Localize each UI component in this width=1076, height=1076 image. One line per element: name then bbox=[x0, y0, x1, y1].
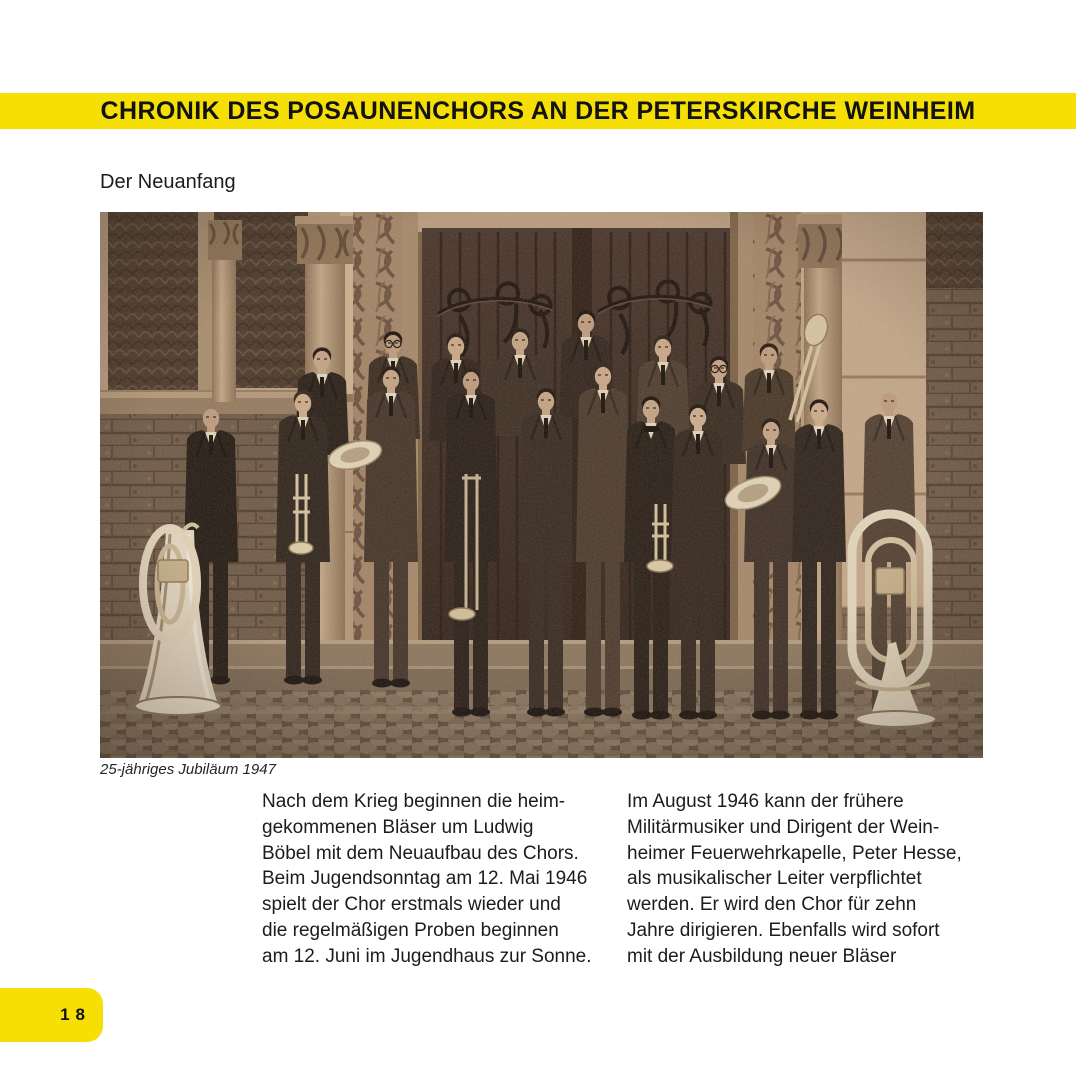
section-heading: Der Neuanfang bbox=[100, 171, 236, 193]
body-text-line: spielt der Chor erstmals wieder und bbox=[262, 894, 561, 916]
body-text-line: am 12. Juni im Jugendhaus zur Sonne. bbox=[262, 945, 592, 967]
body-column-left bbox=[262, 789, 622, 970]
body-text-line: Im August 1946 kann der frühere bbox=[627, 791, 904, 812]
body-column-right bbox=[627, 789, 992, 970]
body-text-line: Böbel mit dem Neuaufbau des Chors. bbox=[262, 842, 579, 864]
body-text-line: Jahre dirigieren. Ebenfalls wird sofort bbox=[627, 919, 940, 941]
group-photo-1947 bbox=[100, 212, 983, 758]
photo-caption: 25-jähriges Jubiläum 1947 bbox=[100, 761, 276, 778]
body-text-line: mit der Ausbildung neuer Bläser bbox=[627, 945, 897, 967]
body-text-line: heimer Feuerwehrkapelle, Peter Hesse, bbox=[627, 842, 962, 864]
body-text-line: Nach dem Krieg beginnen die heim- bbox=[262, 791, 566, 812]
chapter-banner bbox=[0, 93, 1076, 129]
body-text-line: werden. Er wird den Chor für zehn bbox=[627, 894, 917, 916]
body-text-line: als musikalischer Leiter verpflichtet bbox=[627, 868, 922, 890]
body-text-line: die regelmäßigen Proben beginnen bbox=[262, 919, 559, 941]
page-number-badge bbox=[0, 988, 103, 1042]
body-text-line: Militärmusiker und Dirigent der Wein- bbox=[627, 816, 940, 838]
body-text-line: Beim Jugendsonntag am 12. Mai 1946 bbox=[262, 868, 588, 890]
chapter-title: CHRONIK DES POSAUNENCHORS AN DER PETERSKIRCHE WEINHEIM bbox=[100, 96, 976, 125]
page-number: 18 bbox=[60, 1005, 91, 1024]
body-text-line: gekommenen Bläser um Ludwig bbox=[262, 816, 534, 838]
